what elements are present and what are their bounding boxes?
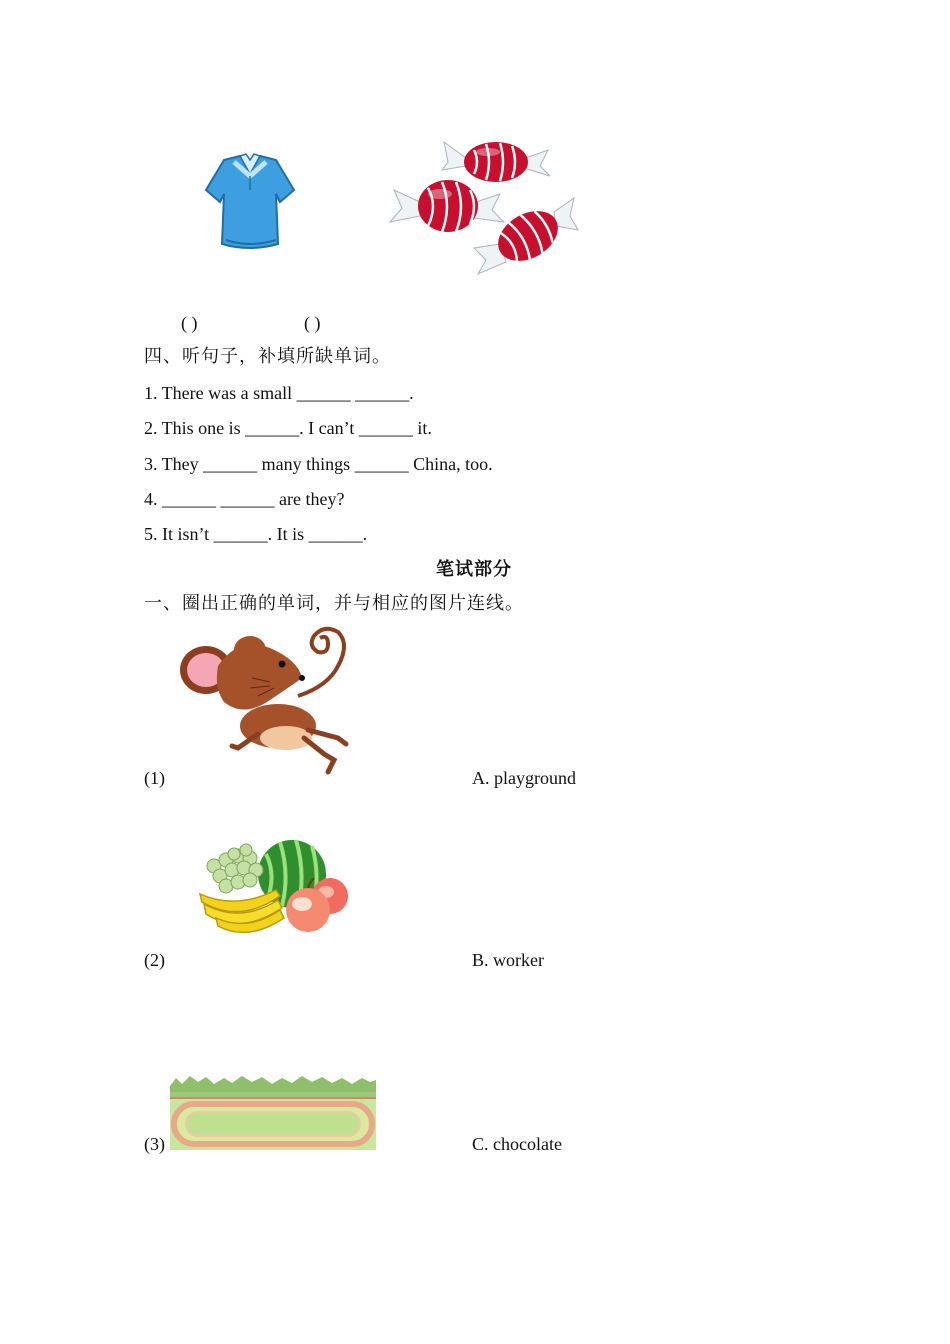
candy-picture: [388, 136, 580, 280]
shirt-picture: [204, 152, 296, 254]
answer-bracket-2[interactable]: ( ): [304, 313, 321, 333]
option-b[interactable]: B. worker: [472, 950, 544, 970]
item-number-3: (3): [144, 1134, 165, 1154]
mouse-picture: [178, 626, 360, 776]
listening-sentence-2: 2. This one is ______. I can’t ______ it.: [144, 418, 432, 438]
running-track-picture: [170, 1074, 376, 1150]
written-section-title: 笔试部分: [436, 559, 512, 580]
listening-sentence-1: 1. There was a small ______ ______.: [144, 383, 414, 403]
answer-bracket-1[interactable]: ( ): [181, 313, 198, 333]
listening-sentence-5: 5. It isn’t ______. It is ______.: [144, 524, 368, 544]
option-a[interactable]: A. playground: [472, 768, 576, 788]
item-number-1: (1): [144, 768, 165, 788]
item-number-2: (2): [144, 950, 165, 970]
option-c[interactable]: C. chocolate: [472, 1134, 562, 1154]
fruit-picture: [196, 838, 352, 936]
listening-heading: 四、听句子，补填所缺单词。: [144, 346, 391, 367]
listening-sentence-3: 3. They ______ many things ______ China, too.: [144, 454, 493, 474]
listening-sentence-4: 4. ______ ______ are they?: [144, 489, 345, 509]
written-heading: 一、圈出正确的单词，并与相应的图片连线。: [144, 593, 524, 614]
